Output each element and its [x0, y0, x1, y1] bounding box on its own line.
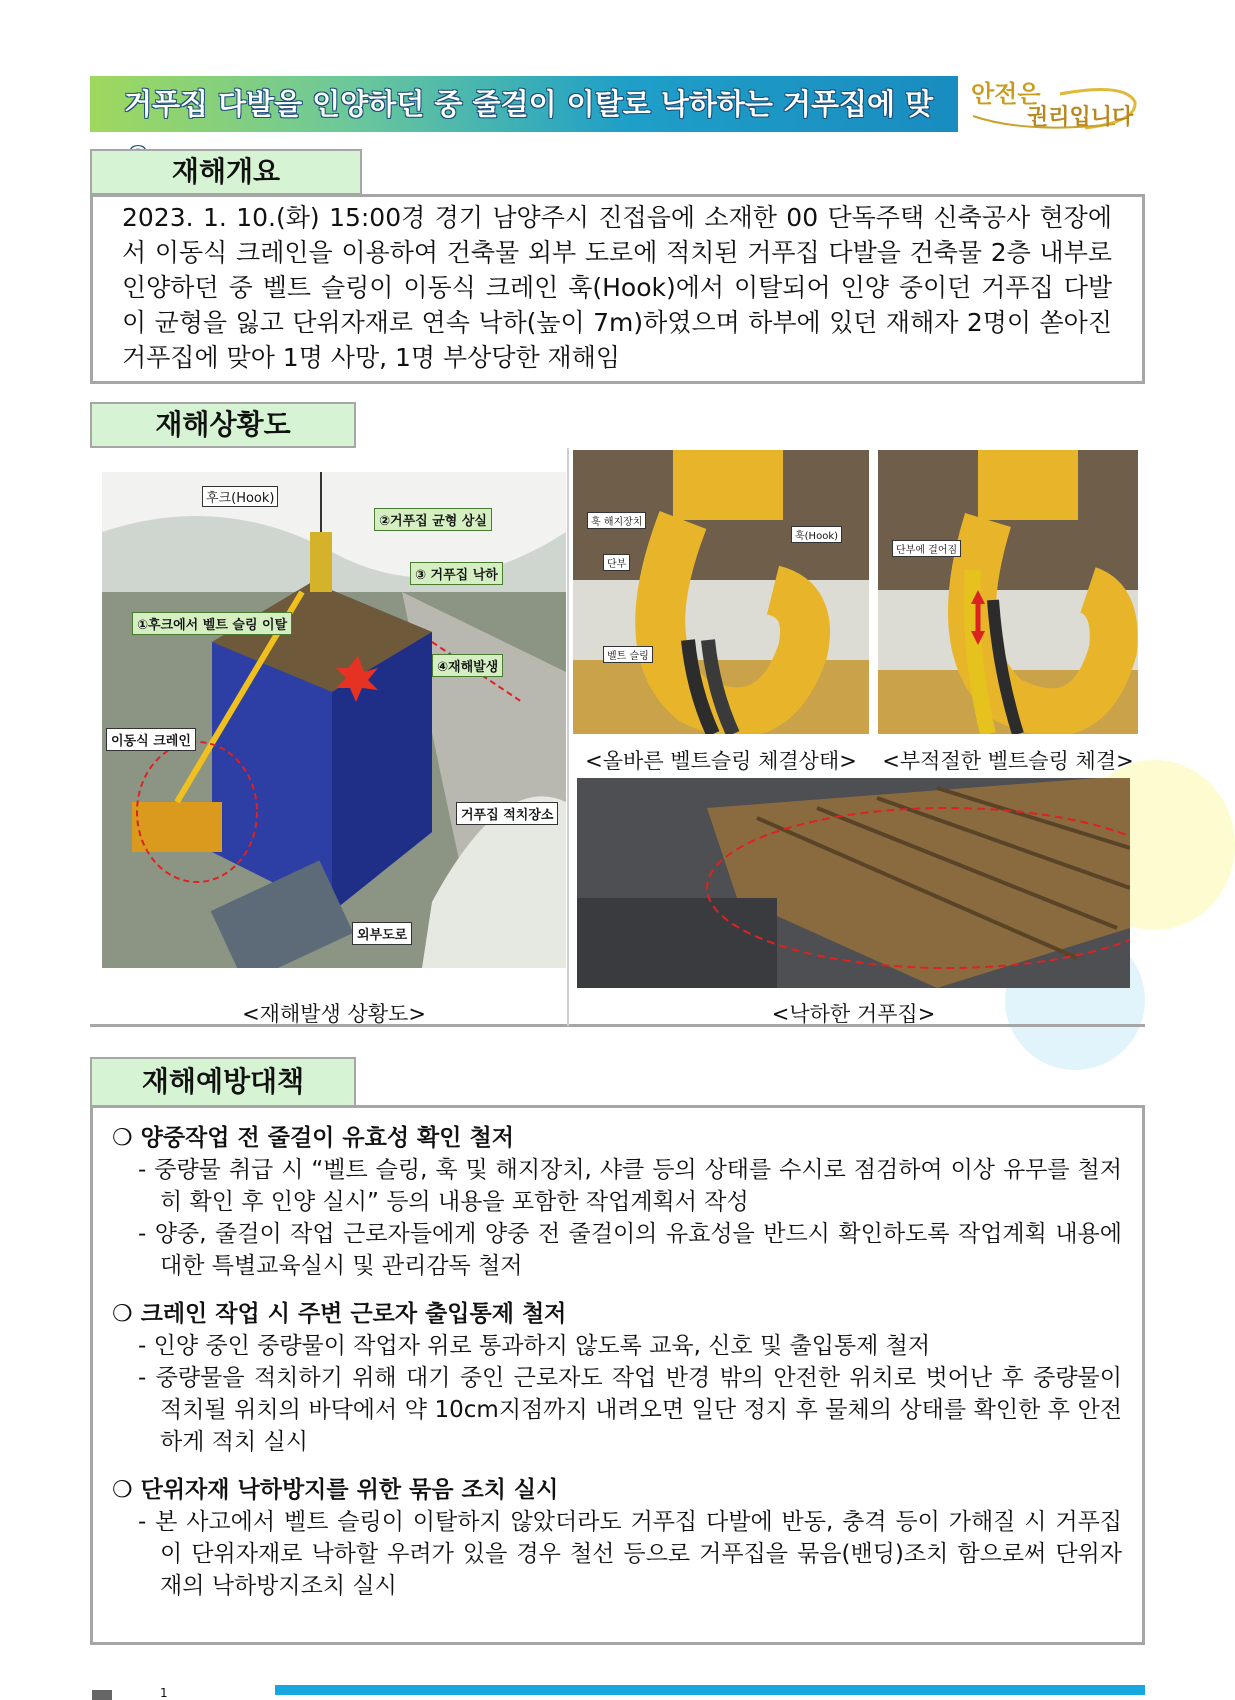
- caption-scene: <재해발생 상황도>: [242, 1002, 426, 1026]
- page-title: 거푸집 다발을 인양하던 중 줄걸이 이탈로 낙하하는 거푸집에 맞: [90, 76, 958, 132]
- situation-section-label: 재해상황도: [90, 402, 356, 448]
- page-mark: [92, 1690, 112, 1700]
- label-crane: 이동식 크레인: [106, 728, 196, 751]
- safety-logo: [965, 72, 1140, 136]
- label-storage: 거푸집 적치장소: [456, 802, 558, 825]
- prevention-group: [112, 1298, 1122, 1458]
- prevention-heading: ❍ 크레인 작업 시 주변 근로자 출입통제 철저: [112, 1301, 567, 1327]
- fallen-formwork-photo: [577, 778, 1130, 988]
- label-step2: ②거푸집 균형 상실: [374, 508, 492, 531]
- prevention-heading: ❍ 양중작업 전 줄걸이 유효성 확인 철저: [112, 1125, 514, 1151]
- label-belt-sling: 벨트 슬링: [603, 646, 653, 663]
- prevention-section-label: 재해예방대책: [90, 1057, 356, 1107]
- label-hook-latch: 훅 해지장치: [587, 512, 646, 529]
- prevention-item: - 중량물 취급 시 “벨트 슬링, 훅 및 해지장치, 샤클 등의 상태를 수시로 점검하여 이상 유무를 철저히 확인 후 인양 실시” 등의 내용을 포함한 작업계획서 작성: [138, 1157, 1122, 1215]
- situation-center-divider: [567, 448, 569, 1026]
- logo-line2: 권리입니다: [1027, 105, 1134, 130]
- caption-improper: <부적절한 벨트슬링 체결>: [882, 749, 1134, 773]
- label-step1: ①후크에서 벨트 슬링 이탈: [132, 612, 292, 635]
- accident-scene-photo: [102, 472, 566, 968]
- prevention-group: [112, 1474, 1122, 1602]
- prevention-item: - 본 사고에서 벨트 슬링이 이탈하지 않았더라도 거푸집 다발에 반동, 충격 등이 가해질 시 거푸집이 단위자재로 낙하할 우려가 있을 경우 철선 등으로 거푸집을 묶음(밴딩)조치 함으로써 단위자재의 낙하방지조치 실시: [138, 1509, 1122, 1599]
- prevention-group: [112, 1122, 1122, 1282]
- caption-correct: <올바른 벨트슬링 체결상태>: [585, 749, 857, 773]
- label-road: 외부도로: [352, 922, 412, 945]
- overview-text: 2023. 1. 10.(화) 15:00경 경기 남양주시 진접읍에 소재한 00 단독주택 신축공사 현장에서 이동식 크레인을 이용하여 건축물 외부 도로에 적치된 거푸집 다발을 건축물 2층 내부로 인양하던 중 벨트 슬링이 이동식 크레인 훅(Hook)에서 이탈되어 인양 중이던 거푸집 다발이 균형을 잃고 단위자재로 연속 낙하(높이 7m)하였으며 하부에 있던 재해자 2명이 쏟아진 거푸집에 맞아 1명 사망, 1명 부상당한 재해임: [122, 203, 1112, 372]
- prevention-content: [112, 1122, 1122, 1602]
- prevention-item: - 인양 중인 중량물이 작업자 위로 통과하지 않도록 교육, 신호 및 출입통제 철저: [138, 1333, 931, 1359]
- page-number: 1: [160, 1686, 168, 1700]
- label-hook-end: 단부: [603, 554, 630, 571]
- prevention-item: - 양중, 줄걸이 작업 근로자들에게 양중 전 줄걸이의 유효성을 반드시 확인하도록 작업계획 내용에 대한 특별교육실시 및 관리감독 철저: [138, 1221, 1122, 1279]
- improper-sling-photo: [878, 450, 1138, 734]
- label-step3: ③ 거푸집 낙하: [410, 562, 503, 585]
- label-hung-end: 단부에 걸어짐: [892, 540, 961, 557]
- label-hook: 후크(Hook): [202, 486, 278, 507]
- correct-sling-photo: [573, 450, 869, 734]
- prevention-heading: ❍ 단위자재 낙하방지를 위한 묶음 조치 실시: [112, 1477, 559, 1503]
- overview-section-label: 재해개요: [90, 149, 362, 195]
- footer-bar: [275, 1685, 1145, 1695]
- logo-line1: 안전은: [971, 80, 1041, 108]
- prevention-item: - 중량물을 적치하기 위해 대기 중인 근로자도 작업 반경 밖의 안전한 위치로 벗어난 후 중량물이 적치될 위치의 바닥에서 약 10cm지점까지 내려오면 일단 정지 후 물체의 상태를 확인한 후 안전하게 적치 실시: [138, 1365, 1122, 1455]
- caption-fallen: <낙하한 거푸집>: [771, 1002, 936, 1026]
- label-step4: ④재해발생: [432, 654, 503, 677]
- label-hook-name: 훅(Hook): [791, 526, 842, 543]
